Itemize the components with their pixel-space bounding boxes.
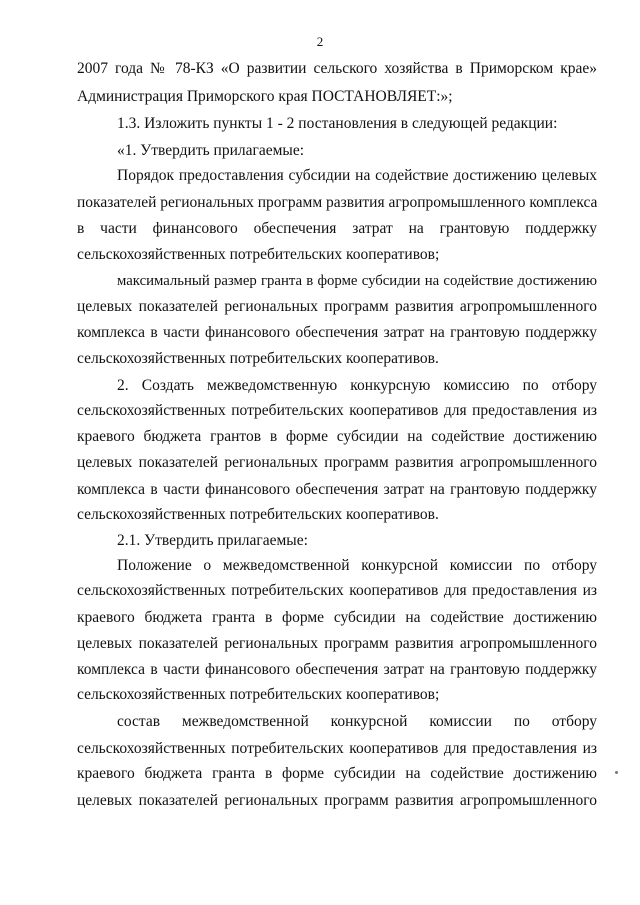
- text-line: комплекса в части финансового обеспечения затрат на грантовую поддержку: [77, 661, 597, 678]
- text-line: максимальный размер гранта в форме субсидии на содействие достижению: [117, 273, 597, 289]
- text-line: сельскохозяйственных потребительских кооперативов для предоставления из: [77, 582, 597, 599]
- scan-speck: [615, 771, 618, 774]
- text-line: 2.1. Утвердить прилагаемые:: [117, 532, 308, 549]
- text-line: краевого бюджета грантов в форме субсидии на содействие достижению: [77, 428, 597, 445]
- text-line: показателей региональных программ развития агропромышленного комплекса: [77, 194, 598, 211]
- text-line: Порядок предоставления субсидии на содействие достижению целевых: [117, 167, 597, 184]
- text-line: сельскохозяйственных потребительских кооперативов для предоставления из: [77, 740, 597, 757]
- text-line: краевого бюджета гранта в форме субсидии на содействие достижению: [77, 609, 597, 626]
- text-line: сельскохозяйственных потребительских кооперативов.: [77, 506, 439, 523]
- text-line: краевого бюджета гранта в форме субсидии на содействие достижению: [77, 765, 597, 782]
- text-line: в части финансового обеспечения затрат на грантовую поддержку: [77, 220, 597, 237]
- text-line: сельскохозяйственных потребительских кооперативов для предоставления из: [77, 402, 597, 419]
- text-line: целевых показателей региональных программ развития агропромышленного: [77, 635, 597, 652]
- text-line: Положение о межведомственной конкурсной комиссии по отбору: [117, 557, 597, 574]
- text-line: целевых показателей региональных программ развития агропромышленного: [77, 792, 597, 809]
- text-line: сельскохозяйственных потребительских кооперативов;: [77, 686, 440, 703]
- text-line: сельскохозяйственных потребительских кооперативов;: [77, 246, 440, 263]
- text-line: комплекса в части финансового обеспечения затрат на грантовую поддержку: [77, 324, 597, 341]
- text-line: состав межведомственной конкурсной комиссии по отбору: [117, 713, 597, 730]
- text-line: 2. Создать межведомственную конкурсную комиссию по отбору: [117, 377, 597, 394]
- text-line: комплекса в части финансового обеспечения затрат на грантовую поддержку: [77, 481, 597, 498]
- text-line: «1. Утвердить прилагаемые:: [117, 142, 305, 159]
- text-line: сельскохозяйственных потребительских кооперативов.: [77, 350, 439, 367]
- text-line: целевых показателей региональных программ развития агропромышленного: [77, 454, 597, 471]
- text-line: Администрация Приморского края ПОСТАНОВЛЯЕТ:»;: [77, 88, 453, 105]
- text-line: целевых показателей региональных программ развития агропромышленного: [77, 298, 597, 315]
- page-number: 2: [316, 34, 324, 49]
- text-line: 1.3. Изложить пункты 1 - 2 постановления в следующей редакции:: [117, 115, 558, 132]
- text-line: 2007 года № 78-КЗ «О развитии сельского хозяйства в Приморском крае»: [77, 60, 597, 77]
